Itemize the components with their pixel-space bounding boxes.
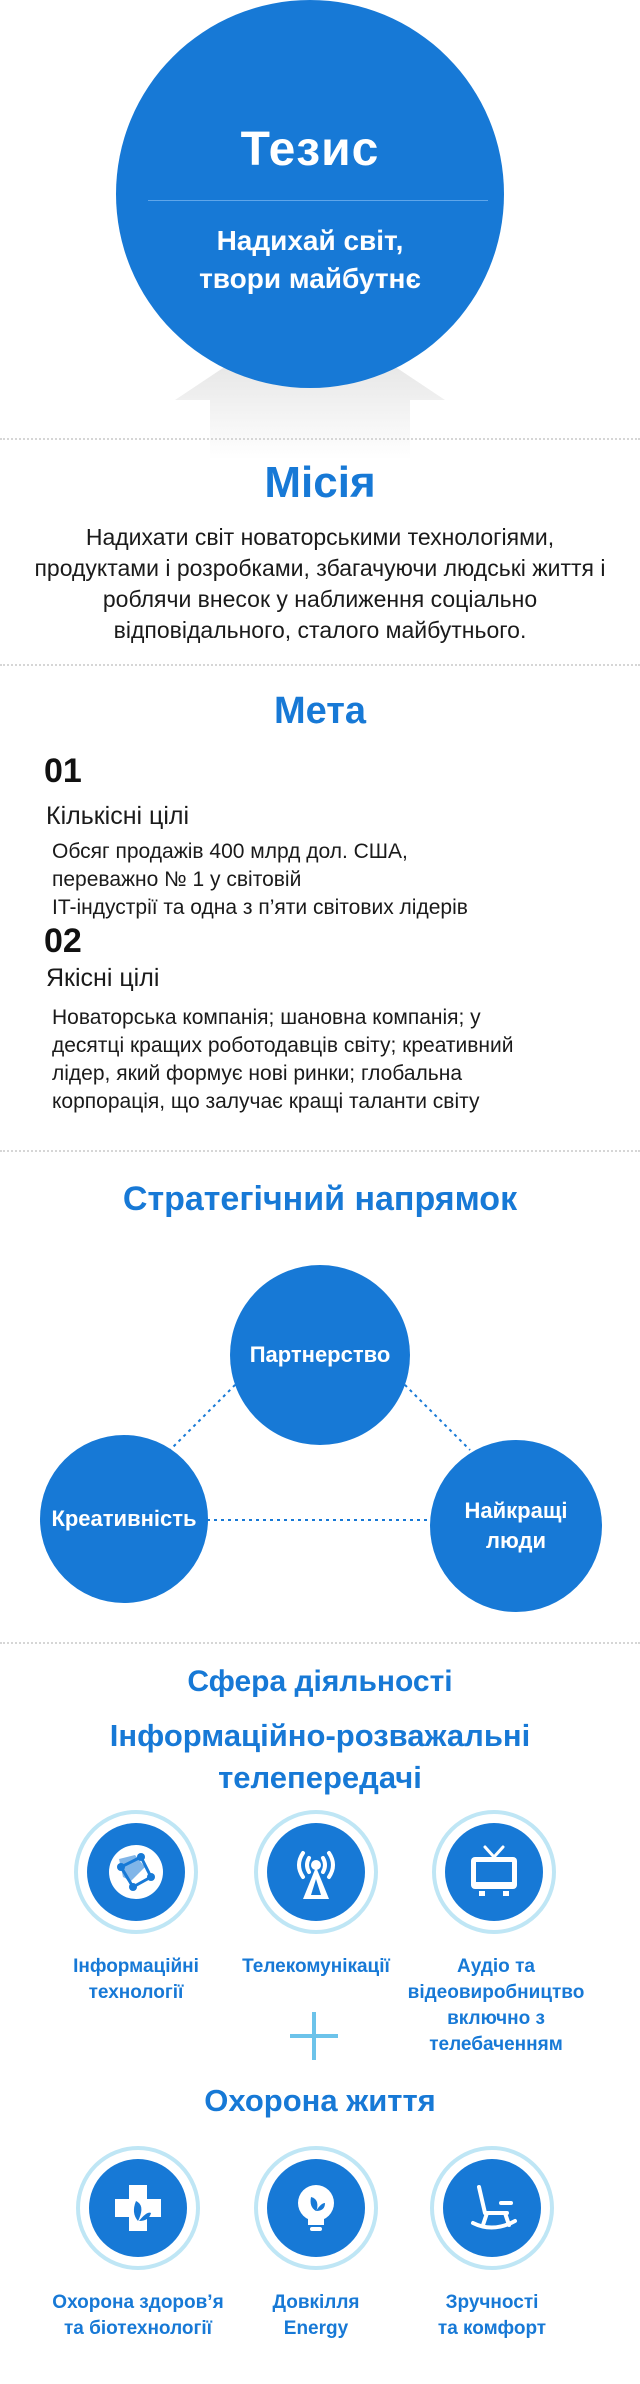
icon-label-line: та біотехнології <box>63 2318 213 2339</box>
category-title-life-care: Охорона життя <box>204 2083 436 2118</box>
mission-title: Місія <box>264 458 376 507</box>
icon-ring <box>254 1810 378 1934</box>
goal-title: Мета <box>273 690 367 732</box>
mission-text: Надихати світ новаторськими технологіями, продуктами і розробками, збагачуючи людські життя і роблячи внесок у наближення соціально відповідального, сталого майбутнього. <box>34 524 606 643</box>
icon-label-av-production <box>396 1954 596 2058</box>
goal-text-line: Новаторська компанія; шановна компанія; у <box>52 1006 481 1029</box>
eco-bulb-icon <box>281 2173 351 2243</box>
thesis-subtitle <box>116 222 504 298</box>
goal-text <box>52 1004 612 1116</box>
icon-label-environment <box>216 2290 416 2342</box>
icon-ring <box>74 1810 198 1934</box>
goal-heading: Кількісні цілі <box>46 802 190 830</box>
icon-label-line: Охорона здоров’я <box>52 2292 224 2313</box>
icon-label-line: відеовиробництво <box>407 1982 585 2003</box>
thesis-circle <box>116 0 504 388</box>
category-title-infotainment <box>0 1715 640 1799</box>
tv-icon <box>459 1837 529 1907</box>
icon-ring <box>254 2146 378 2270</box>
icon-label-line: Довкілля <box>272 2292 360 2313</box>
strategy-node-best-people <box>430 1440 602 1612</box>
icon-label-line: телебаченням <box>429 2034 563 2055</box>
globe-icon <box>101 1837 171 1907</box>
thesis-divider <box>148 200 488 201</box>
goal-text-line: IT-індустрії та одна з п’яти світових лідерів <box>52 896 468 919</box>
strategy-node-label: Партнерство <box>249 1342 391 1367</box>
rocking-chair-icon <box>457 2173 527 2243</box>
section-divider <box>0 438 640 440</box>
goal-text-line: Обсяг продажів 400 млрд дол. США, <box>52 840 408 863</box>
category-title-line: Інформаційно-розважальні <box>109 1718 531 1753</box>
icon-label-line: Зручності <box>445 2292 539 2313</box>
icon-label-health <box>38 2290 238 2342</box>
health-cross-icon <box>103 2173 173 2243</box>
strategy-node-label: Креативність <box>51 1506 197 1531</box>
goal-number: 02 <box>44 922 82 960</box>
goal-text <box>52 838 612 922</box>
goal-text-line: корпорація, що залучає кращі таланти світу <box>52 1090 480 1113</box>
plus-icon <box>290 2012 338 2060</box>
section-divider <box>0 664 640 666</box>
icon-ring <box>432 1810 556 1934</box>
thesis-subtitle-line: твори майбутнє <box>199 263 421 294</box>
strategy-title: Стратегічний напрямок <box>122 1180 518 1218</box>
icon-label-line: Energy <box>283 2318 349 2339</box>
section-divider <box>0 1642 640 1644</box>
thesis-subtitle-line: Надихай світ, <box>216 225 404 256</box>
icon-label-it <box>36 1954 236 2006</box>
icon-label-comfort <box>392 2290 592 2342</box>
strategy-node-partnership <box>230 1265 410 1445</box>
icon-label-line: Телекомунікації <box>242 1956 390 1977</box>
icon-label-line: Аудіо та <box>457 1956 535 1977</box>
strategy-node-label: Найкращі <box>464 1498 568 1523</box>
icon-label-line: та комфорт <box>437 2318 547 2339</box>
antenna-icon <box>281 1837 351 1907</box>
icon-label-line: технології <box>88 1982 184 2003</box>
goal-text-line: переважно № 1 у світовій <box>52 868 302 891</box>
strategy-node-creativity <box>40 1435 208 1603</box>
icon-label-telecom <box>216 1954 416 1980</box>
strategy-node-label: люди <box>486 1528 546 1553</box>
icon-label-line: Інформаційні <box>73 1956 199 1977</box>
icon-label-line: включно з <box>447 2008 545 2029</box>
goal-number: 01 <box>44 752 82 790</box>
goal-text-line: лідер, який формує нові ринки; глобальна <box>52 1062 463 1085</box>
goal-text-line: десятці кращих роботодавців світу; креативний <box>52 1034 514 1057</box>
thesis-title: Тезис <box>240 123 380 176</box>
icon-ring <box>430 2146 554 2270</box>
icon-ring <box>76 2146 200 2270</box>
section-divider <box>0 1150 640 1152</box>
goal-heading: Якісні цілі <box>46 964 160 992</box>
sphere-title: Сфера діяльності <box>187 1665 453 1698</box>
category-title-line: телепередачі <box>218 1760 422 1795</box>
